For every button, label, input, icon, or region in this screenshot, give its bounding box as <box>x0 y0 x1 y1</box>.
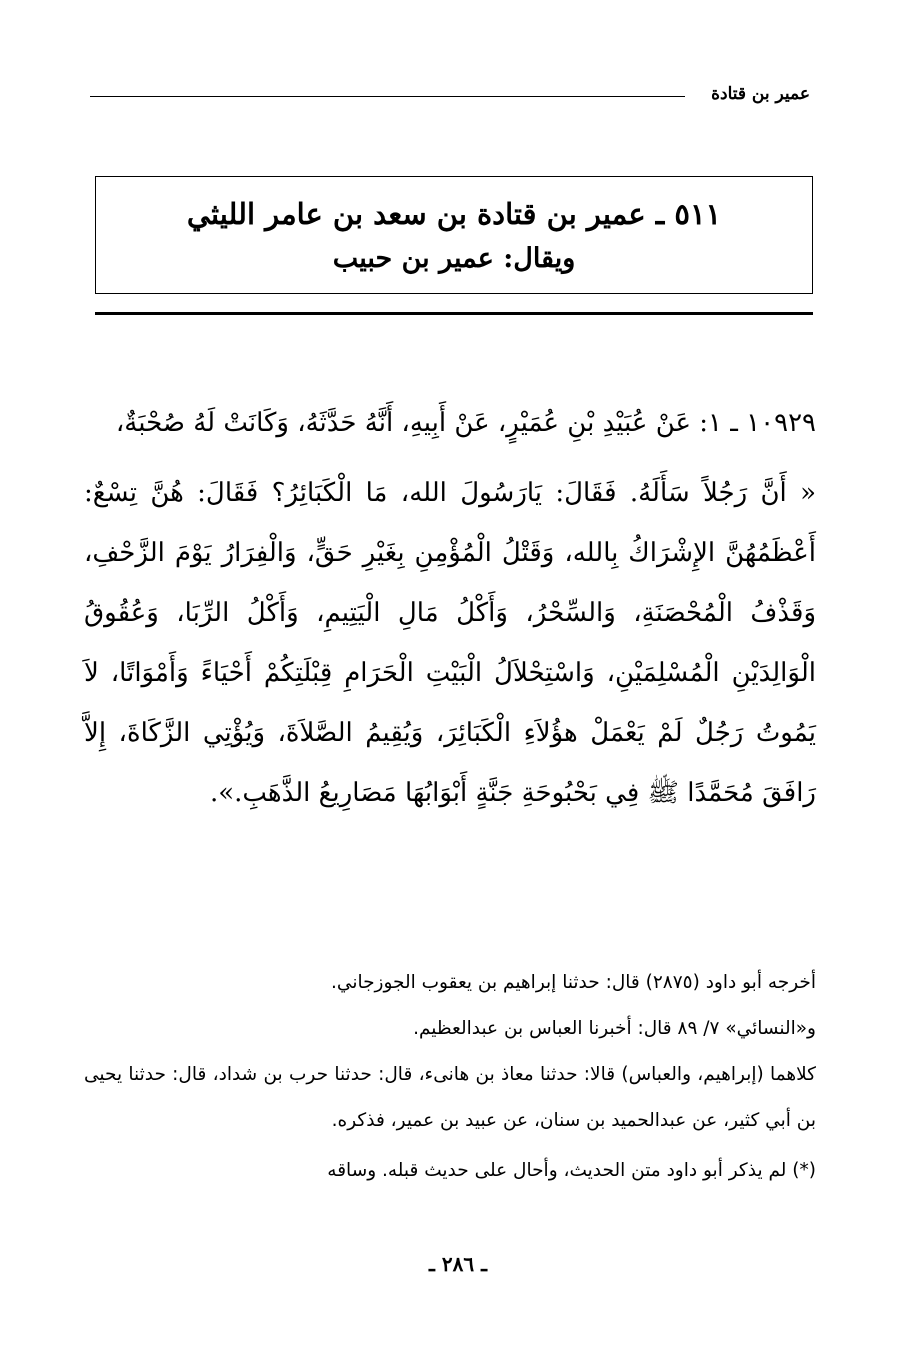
chapter-title: ٥١١ ـ عمير بن قتادة بن سعد بن عامر الليثي <box>186 197 722 231</box>
commentary-note: (*) لم يذكر أبو داود متن الحديث، وأحال على حديث قبله. وساقه <box>327 1160 816 1181</box>
hadith-body <box>84 393 816 823</box>
title-underline <box>95 312 813 315</box>
running-header-title: عمير بن قتادة <box>711 84 810 104</box>
chapter-title-box <box>95 176 813 294</box>
commentary-line-1: أخرجه أبو داود (٢٨٧٥) قال: حدثنا إبراهيم بن يعقوب الجوزجاني. <box>331 972 816 993</box>
takhrij-commentary <box>84 960 816 1194</box>
header-rule <box>90 96 685 97</box>
chapter-subtitle: ويقال: عمير بن حبيب <box>332 243 576 274</box>
commentary-line-2: و«النسائي» ٧/ ٨٩ قال: أخبرنا العباس بن عبدالعظيم. <box>413 1018 816 1039</box>
hadith-isnad: ١٠٩٢٩ ـ ١: عَنْ عُبَيْدِ بْنِ عُمَيْرٍ، عَنْ أَبِيهِ، أَنَّهُ حَدَّثَهُ، وَكَانَتْ لَهُ صُحْبَةٌ، <box>115 408 816 438</box>
page-number: ـ ٢٨٦ ـ <box>429 1252 487 1276</box>
commentary-line-3: كلاهما (إبراهيم، والعباس) قالا: حدثنا معاذ بن هانىء، قال: حدثنا حرب بن شداد، قال: حدثنا يحيى بن أبي كثير، عن عبدالحميد بن سنان، عن عبيد بن عمير، فذكره. <box>84 1064 816 1131</box>
hadith-matn: « أَنَّ رَجُلاً سَأَلَهُ. فَقَالَ: يَارَسُولَ الله، مَا الْكَبَائِرُ؟ فَقَالَ: هُنَّ تِسْعٌ: أَعْظَمُهُنَّ الإِشْرَاكُ بِالله، وَقَتْلُ الْمُؤْمِنِ بِغَيْرِ حَقٍّ، وَالْفِرَارُ يَوْمَ الزَّحْفِ، وَقَذْفُ الْمُحْصَنَةِ، وَالسِّحْرُ، وَأَكْلُ مَالِ الْيَتِيمِ، وَأَكْلُ الرِّبَا، وَعُقُوقُ الْوَالِدَيْنِ الْمُسْلِمَيْنِ، وَاسْتِحْلاَلُ الْبَيْتِ الْحَرَامِ قِبْلَتِكُمْ أَحْيَاءً وَأَمْوَاتًا، لاَ يَمُوتُ رَجُلٌ لَمْ يَعْمَلْ هؤُلاَءِ الْكَبَائِرَ، وَيُقِيمُ الصَّلاَةَ، وَيُؤْتِي الزَّكَاةَ، إِلاَّ رَافَقَ مُحَمَّدًا ﷺ فِي بَحْبُوحَةِ جَنَّةٍ أَبْوَابُهَا مَصَارِيعُ الذَّهَبِ.». <box>84 478 817 808</box>
running-header <box>90 84 810 114</box>
